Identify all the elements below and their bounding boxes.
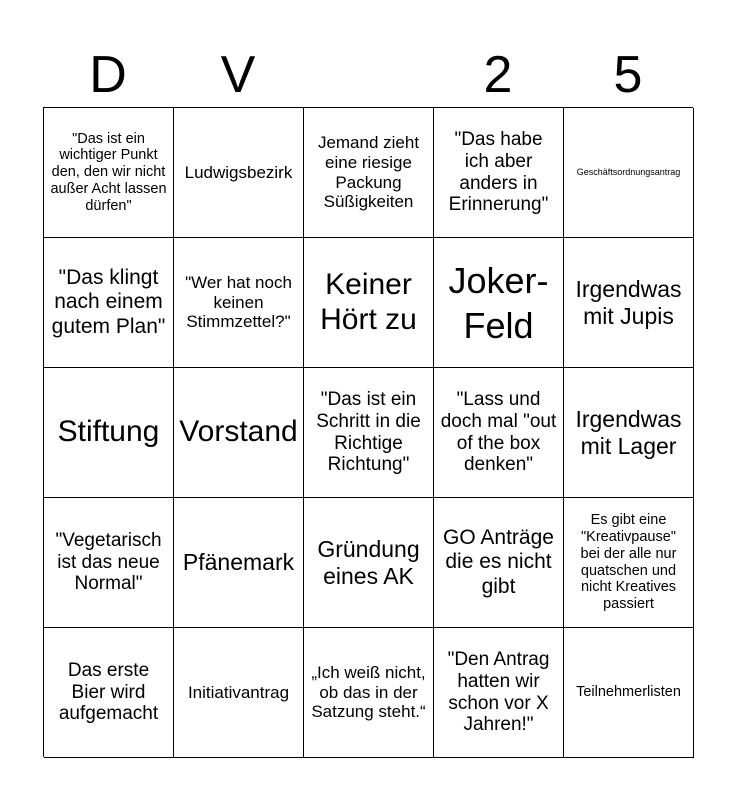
bingo-cell[interactable]: Stiftung [44, 368, 174, 498]
header-letter-2: V [220, 46, 256, 104]
bingo-header [43, 42, 693, 108]
bingo-cell[interactable]: "Lass und doch mal "out of the box denken" [434, 368, 564, 498]
bingo-cell[interactable]: Jemand zieht eine riesige Packung Süßigkeiten [304, 108, 434, 238]
bingo-cell[interactable]: Initiativantrag [174, 628, 304, 758]
bingo-cell[interactable]: Keiner Hört zu [304, 238, 434, 368]
bingo-cell[interactable]: Gründung eines AK [304, 498, 434, 628]
bingo-cell[interactable]: "Wer hat noch keinen Stimmzettel?" [174, 238, 304, 368]
bingo-cell-joker[interactable]: Joker-Feld [434, 238, 564, 368]
header-letter-1: D [89, 46, 127, 104]
bingo-cell[interactable]: Ludwigsbezirk [174, 108, 304, 238]
bingo-cell[interactable]: Irgendwas mit Jupis [564, 238, 694, 368]
header-letter-4: 2 [483, 46, 513, 104]
bingo-cell[interactable]: Irgendwas mit Lager [564, 368, 694, 498]
bingo-cell[interactable]: "Das habe ich aber anders in Erinnerung" [434, 108, 564, 238]
bingo-grid [43, 107, 693, 757]
bingo-cell[interactable]: Geschäftsordnungsantrag [564, 108, 694, 238]
bingo-cell[interactable]: "Das klingt nach einem gutem Plan" [44, 238, 174, 368]
bingo-cell[interactable]: Pfänemark [174, 498, 304, 628]
bingo-cell[interactable]: Das erste Bier wird aufgemacht [44, 628, 174, 758]
bingo-cell[interactable]: "Das ist ein Schritt in die Richtige Richtung" [304, 368, 434, 498]
bingo-cell[interactable]: Vorstand [174, 368, 304, 498]
bingo-cell[interactable]: GO Anträge die es nicht gibt [434, 498, 564, 628]
bingo-cell[interactable]: "Den Antrag hatten wir schon vor X Jahren!" [434, 628, 564, 758]
header-letter-3 [303, 42, 433, 108]
bingo-cell[interactable]: Teilnehmerlisten [564, 628, 694, 758]
bingo-cell[interactable]: „Ich weiß nicht, ob das in der Satzung steht.“ [304, 628, 434, 758]
bingo-cell[interactable]: "Das ist ein wichtiger Punkt den, den wir nicht außer Acht lassen dürfen" [44, 108, 174, 238]
header-letter-5: 5 [613, 46, 643, 104]
bingo-cell[interactable]: "Vegetarisch ist das neue Normal" [44, 498, 174, 628]
bingo-cell[interactable]: Es gibt eine "Kreativpause" bei der alle nur quatschen und nicht Kreatives passiert [564, 498, 694, 628]
